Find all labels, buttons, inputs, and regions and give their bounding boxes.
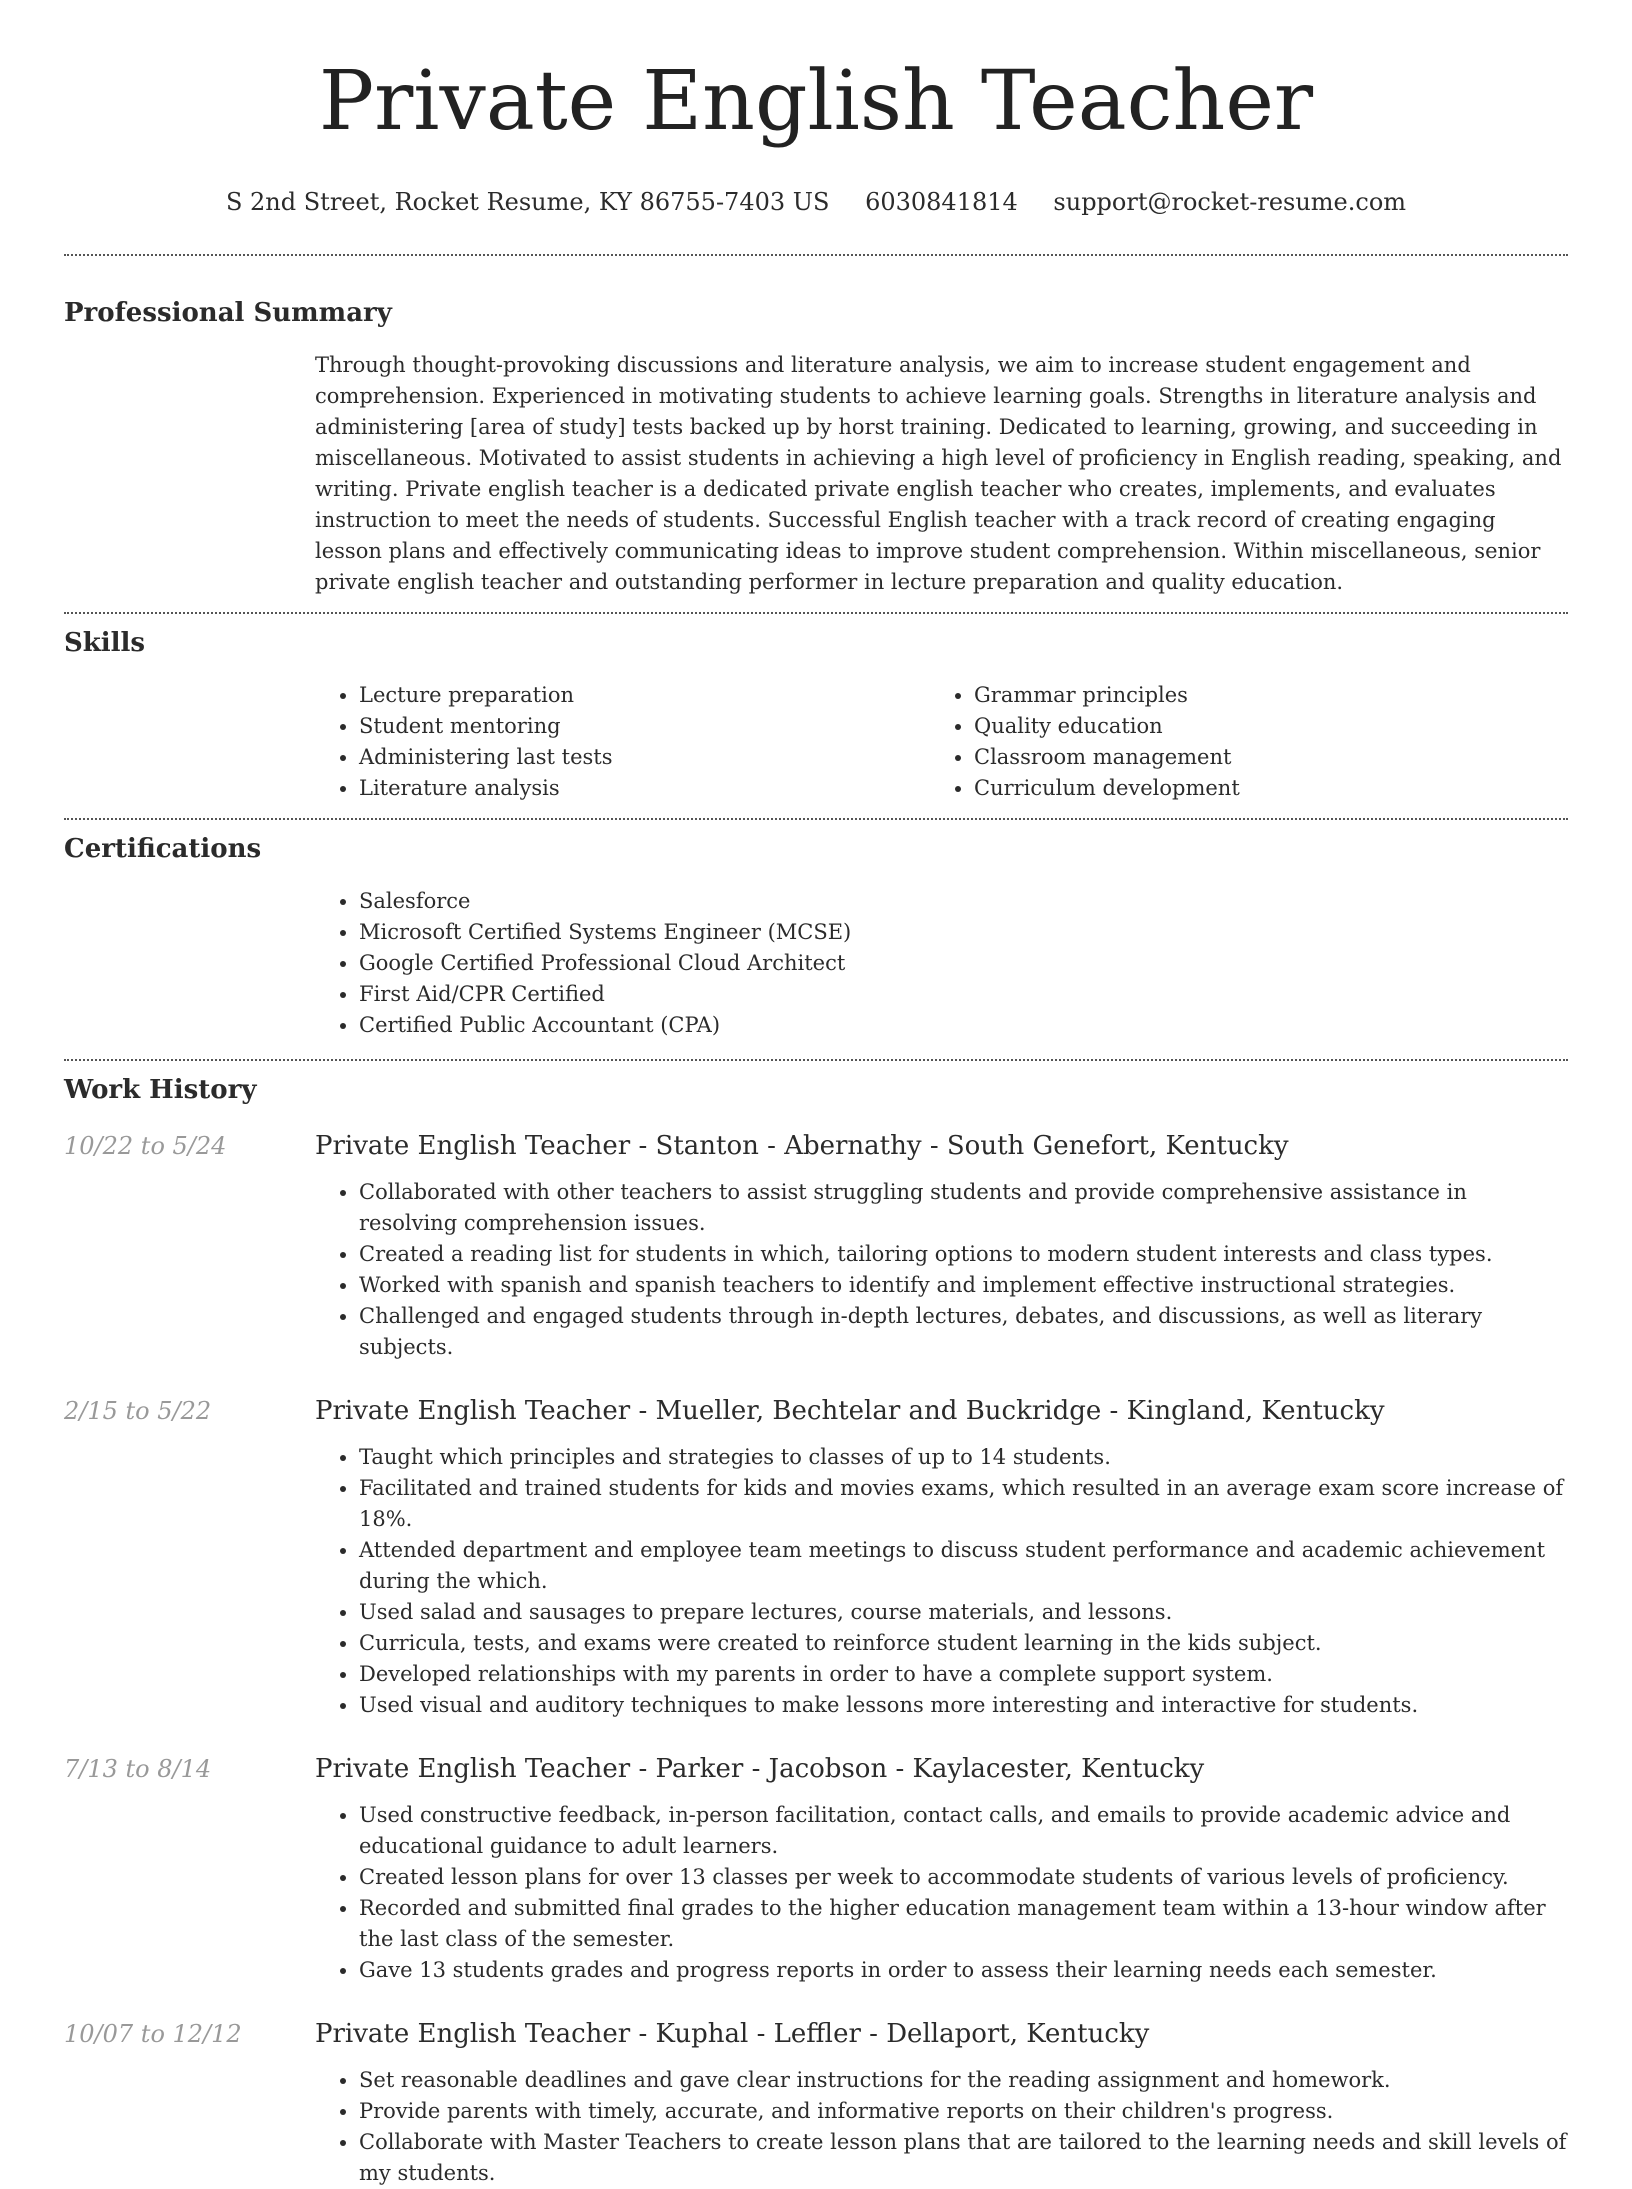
job-bullet: • Set reasonable deadlines and gave clear instructions for the reading assignment and homework. — [359, 2065, 1568, 2096]
skill-item: • Administering last tests — [359, 742, 930, 773]
contact-line — [64, 186, 1568, 218]
job-bullet: • Taught which principles and strategies to classes of up to 14 students. — [359, 1442, 1568, 1473]
job-bullet: • Used visual and auditory techniques to make lessons more interesting and interactive for students. — [359, 1690, 1568, 1721]
job-details — [315, 2017, 1568, 2189]
contact-address: S 2nd Street, Rocket Resume, KY 86755-7403 US — [225, 188, 830, 216]
divider — [64, 612, 1568, 614]
job-bullet: • Developed relationships with my parents in order to have a complete support system. — [359, 1659, 1568, 1690]
job-bullet: • Gave 13 students grades and progress reports in order to assess their learning needs each semester. — [359, 1955, 1568, 1986]
job-bullet: • Facilitated and trained students for kids and movies exams, which resulted in an average exam score increase of 18%. — [359, 1473, 1568, 1535]
job-bullet: • Created lesson plans for over 13 classes per week to accommodate students of various levels of proficiency. — [359, 1862, 1568, 1893]
job-bullet: • Curricula, tests, and exams were created to reinforce student learning in the kids subject. — [359, 1628, 1568, 1659]
skill-item: • Student mentoring — [359, 711, 930, 742]
skill-item: • Grammar principles — [974, 680, 1545, 711]
resume-page — [64, 0, 1568, 2189]
certification-item: • Microsoft Certified Systems Engineer (MCSE) — [359, 917, 1568, 948]
job-dates: 10/07 to 12/12 — [64, 2020, 242, 2048]
job-bullets — [315, 1800, 1568, 1986]
summary-section — [64, 296, 1568, 598]
job-bullet: • Challenged and engaged students through in-depth lectures, debates, and discussions, as well as literary subjects. — [359, 1301, 1568, 1363]
certification-item: • Google Certified Professional Cloud Architect — [359, 948, 1568, 979]
skills-list-right — [930, 680, 1545, 804]
job-bullet: • Collaborated with other teachers to assist struggling students and provide comprehensive assistance in resolving comprehension issues. — [359, 1177, 1568, 1239]
skill-item: • Lecture preparation — [359, 680, 930, 711]
resume-name: Private English Teacher — [318, 54, 1314, 149]
job-bullet: • Used salad and sausages to prepare lectures, course materials, and lessons. — [359, 1597, 1568, 1628]
job-entry — [64, 1129, 1568, 1363]
job-bullets — [315, 2065, 1568, 2189]
job-dates: 10/22 to 5/24 — [64, 1132, 227, 1160]
skills-list-left — [315, 680, 930, 804]
job-bullets — [315, 1442, 1568, 1721]
certification-item: • Salesforce — [359, 886, 1568, 917]
job-bullet: • Used constructive feedback, in-person facilitation, contact calls, and emails to provide academic advice and educational guidance to adult learners. — [359, 1800, 1568, 1862]
certification-item: • Certified Public Accountant (CPA) — [359, 1010, 1568, 1041]
contact-email: support@rocket-resume.com — [1053, 188, 1407, 216]
skill-item: • Curriculum development — [974, 773, 1545, 804]
job-details — [315, 1129, 1568, 1363]
job-entry — [64, 2017, 1568, 2189]
job-dates: 7/13 to 8/14 — [64, 1755, 212, 1783]
skill-item: • Classroom management — [974, 742, 1545, 773]
job-title: Private English Teacher - Stanton - Abernathy - South Genefort, Kentucky — [315, 1131, 1289, 1161]
skills-title: Skills — [64, 628, 146, 658]
job-bullet: • Recorded and submitted final grades to the higher education management team within a 13-hour window after the last class of the semester. — [359, 1893, 1568, 1955]
job-entry — [64, 1394, 1568, 1721]
skills-grid — [315, 680, 1568, 804]
certifications-section — [64, 832, 1568, 1041]
skill-item: • Quality education — [974, 711, 1545, 742]
job-bullet: • Attended department and employee team meetings to discuss student performance and academic achievement during the which. — [359, 1535, 1568, 1597]
job-bullet: • Collaborate with Master Teachers to create lesson plans that are tailored to the learning needs and skill levels of my students. — [359, 2127, 1568, 2189]
certification-item: • First Aid/CPR Certified — [359, 979, 1568, 1010]
job-title: Private English Teacher - Parker - Jacobson - Kaylacester, Kentucky — [315, 1754, 1205, 1784]
job-dates: 2/15 to 5/22 — [64, 1397, 212, 1425]
job-bullet: • Provide parents with timely, accurate, and informative reports on their children's progress. — [359, 2096, 1568, 2127]
job-title: Private English Teacher - Kuphal - Leffler - Dellaport, Kentucky — [315, 2019, 1150, 2049]
skills-section — [64, 626, 1568, 804]
work-history-title: Work History — [64, 1075, 257, 1105]
job-details — [315, 1394, 1568, 1721]
job-entry — [64, 1752, 1568, 1986]
job-title: Private English Teacher - Mueller, Bechtelar and Buckridge - Kingland, Kentucky — [315, 1396, 1385, 1426]
job-bullet: • Worked with spanish and spanish teachers to identify and implement effective instructional strategies. — [359, 1270, 1568, 1301]
job-details — [315, 1752, 1568, 1986]
work-history-section — [64, 1073, 1568, 2189]
certifications-title: Certifications — [64, 834, 262, 864]
job-bullets — [315, 1177, 1568, 1363]
summary-text: Through thought-provoking discussions and literature analysis, we aim to increase student engagement and comprehension. Experienced in motivating students to achieve learning goals. Strengths in literature analysis and administering [area of study] tests backed up by horst training. Dedicated to learning, growing, and succeeding in miscellaneous. Motivated to assist students in achieving a high level of proficiency in English reading, speaking, and writing. Private english teacher is a dedicated private english teacher who creates, implements, and evaluates instruction to meet the needs of students. Successful English teacher with a track record of creating engaging lesson plans and effectively communicating ideas to improve student comprehension. Within miscellaneous, senior private english teacher and outstanding performer in lecture preparation and quality education. — [315, 353, 1562, 594]
job-bullet: • Created a reading list for students in which, tailoring options to modern student interests and class types. — [359, 1239, 1568, 1270]
certifications-list — [315, 886, 1568, 1041]
divider — [64, 254, 1568, 256]
divider — [64, 818, 1568, 820]
contact-phone: 6030841814 — [865, 188, 1018, 216]
summary-title: Professional Summary — [64, 298, 392, 328]
skill-item: • Literature analysis — [359, 773, 930, 804]
divider — [64, 1059, 1568, 1061]
